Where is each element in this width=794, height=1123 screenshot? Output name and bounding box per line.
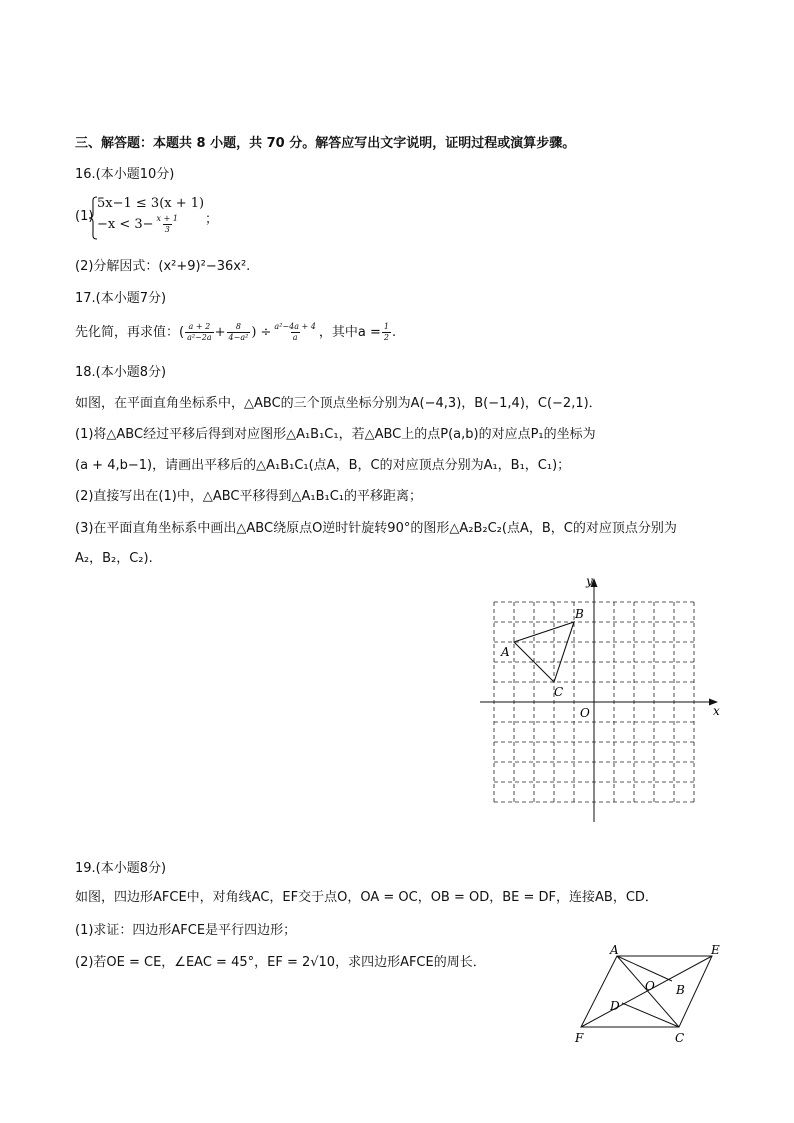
origin-label: O bbox=[580, 706, 590, 720]
q16-inequality-1: 5x−1 ≤ 3(x + 1) bbox=[97, 196, 205, 211]
q16-inequality-2 bbox=[97, 214, 181, 235]
label-f: F bbox=[575, 1031, 584, 1045]
q17-title: 17.(本小题7分) bbox=[75, 291, 167, 306]
q17-value bbox=[382, 322, 391, 343]
q17-expression bbox=[75, 318, 396, 348]
q16-part1-label: (1) bbox=[75, 209, 94, 224]
label-d: D bbox=[610, 999, 620, 1013]
q16-title: 16.(本小题10分) bbox=[75, 167, 175, 182]
segment-ab bbox=[617, 956, 672, 981]
q17-frac2 bbox=[227, 322, 251, 343]
q17-div: ) ÷ bbox=[251, 325, 272, 340]
q19-title: 19.(本小题8分) bbox=[75, 861, 167, 876]
q17-frac3-num: a²−4a + 4 bbox=[274, 322, 316, 331]
section-heading: 三、解答题：本题共 8 小题，共 70 分。解答应写出文字说明，证明过程或演算步骤。 bbox=[75, 136, 576, 151]
q17-value-den: 2 bbox=[383, 333, 389, 342]
q16-fraction bbox=[155, 214, 180, 235]
q17-plus: + bbox=[214, 325, 226, 340]
y-axis-label: y bbox=[586, 574, 593, 588]
q19-stem: 如图，四边形AFCE中，对角线AC，EF交于点O，OA = OC，OB = OD，BE = DF，连接AB，CD． bbox=[75, 890, 658, 905]
q17-value-num: 1 bbox=[383, 322, 389, 331]
q17-frac2-den: 4−a² bbox=[228, 333, 249, 342]
x-axis-label: x bbox=[713, 704, 720, 718]
q17-end: . bbox=[391, 325, 397, 340]
label-c: C bbox=[675, 1031, 685, 1045]
q16-frac-den: 3 bbox=[164, 225, 170, 234]
q18-title: 18.(本小题8分) bbox=[75, 365, 167, 380]
q18-part2: (2)直接写出在(1)中，△ABC平移得到△A₁B₁C₁的平移距离； bbox=[75, 489, 423, 504]
q18-part3-a: (3)在平面直角坐标系中画出△ABC绕原点O逆时针旋转90°的图形△A₂B₂C₂(点A，B，C的对应顶点分别为 bbox=[75, 521, 677, 536]
q19-part1: (1)求证：四边形AFCE是平行四边形； bbox=[75, 923, 297, 938]
label-b: B bbox=[676, 983, 685, 997]
q18-part1-a: (1)将△ABC经过平移后得到对应图形△A₁B₁C₁，若△ABC上的点P(a,b)的对应点P₁的坐标为 bbox=[75, 427, 596, 442]
parallelogram-figure bbox=[572, 944, 728, 1048]
point-c-label: C bbox=[554, 685, 564, 699]
q17-lead: 先化简，再求值：( bbox=[75, 325, 185, 340]
coordinate-grid-figure bbox=[478, 574, 728, 826]
q17-tail: ，其中a = bbox=[318, 325, 381, 340]
q16-semicolon: ； bbox=[205, 212, 219, 227]
segment-cd bbox=[622, 1003, 679, 1027]
label-o: O bbox=[645, 979, 655, 993]
q17-frac1 bbox=[185, 322, 214, 343]
q17-frac2-num: 8 bbox=[235, 322, 241, 331]
q17-frac3-den: a bbox=[292, 333, 298, 342]
q17-frac1-num: a + 2 bbox=[188, 322, 211, 331]
q18-part1-b: (a + 4,b−1)，请画出平移后的△A₁B₁C₁(点A，B，C的对应顶点分别为A₁，B₁，C₁)； bbox=[75, 458, 571, 473]
triangle-abc bbox=[514, 622, 574, 682]
q17-frac1-den: a²−2a bbox=[187, 333, 212, 342]
q17-frac3 bbox=[272, 322, 317, 343]
label-e: E bbox=[711, 944, 720, 957]
q16-inequality-system bbox=[75, 194, 275, 242]
point-a-label: A bbox=[501, 645, 510, 659]
q18-stem: 如图，在平面直角坐标系中，△ABC的三个顶点坐标分别为A(−4,3)，B(−1,4)，C(−2,1)． bbox=[75, 396, 602, 411]
q16-part2: (2)分解因式：(x²+9)²−36x². bbox=[75, 259, 251, 274]
q19-part2: (2)若OE = CE，∠EAC = 45°，EF = 2√10，求四边形AFCE的周长． bbox=[75, 955, 486, 970]
q16-frac-num: x + 1 bbox=[156, 214, 178, 223]
q16-ineq2-lhs: −x < 3− bbox=[97, 217, 154, 232]
label-a: A bbox=[610, 944, 619, 957]
point-b-label: B bbox=[575, 607, 584, 621]
q18-part3-b: A₂，B₂，C₂). bbox=[75, 551, 153, 566]
